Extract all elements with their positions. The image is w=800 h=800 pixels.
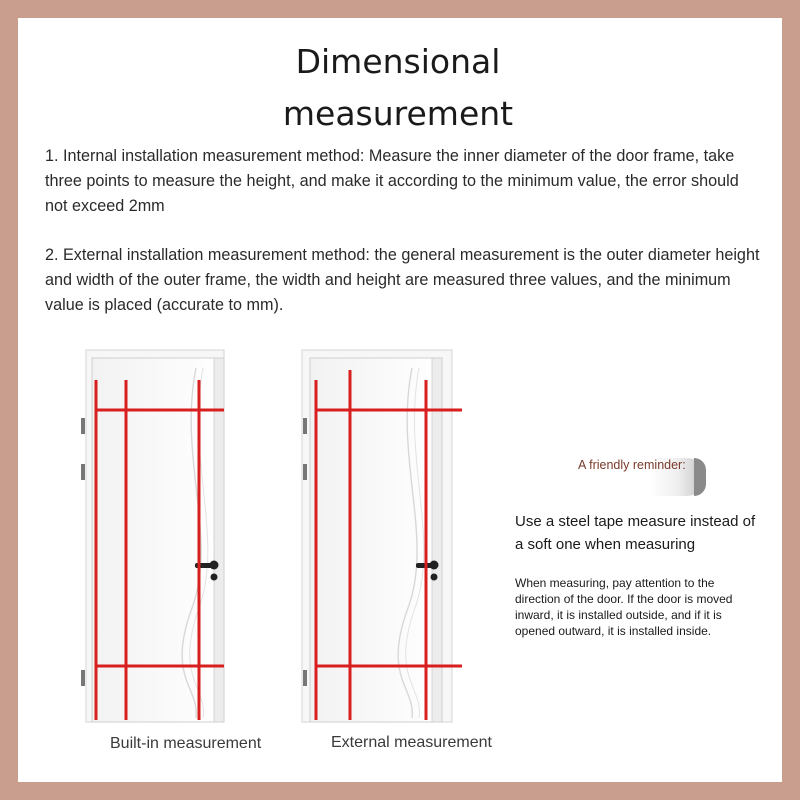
built-in-door-figure [68,348,238,732]
instruction-internal: 1. Internal installation measurement method: Measure the inner diameter of the door frame, take three points to measure the height, and make it according to the minimum value, the error should not exceed 2mm [45,147,739,215]
door-illustration-icon [294,348,464,728]
reminder-label: A friendly reminder: [578,458,686,472]
door-illustration-icon [68,348,238,728]
page-title: Dimensional measurement [282,42,514,133]
external-door-figure [294,348,464,732]
external-caption: External measurement [331,734,492,751]
content-card [18,18,782,782]
reminder-headline: Use a steel tape measure instead of a soft one when measuring [515,513,756,553]
instruction-external: 2. External installation measurement method: the general measurement is the outer diameter height and width of the outer frame, the width and height are measured three values, and the minimum value is placed (accurate to mm). [45,246,760,314]
built-in-caption: Built-in measurement [110,735,262,752]
reminder-body: When measuring, pay attention to the direction of the door. If the door is moved inward, it is installed outside, and if it is opened outward, it is installed inside. [515,576,733,638]
